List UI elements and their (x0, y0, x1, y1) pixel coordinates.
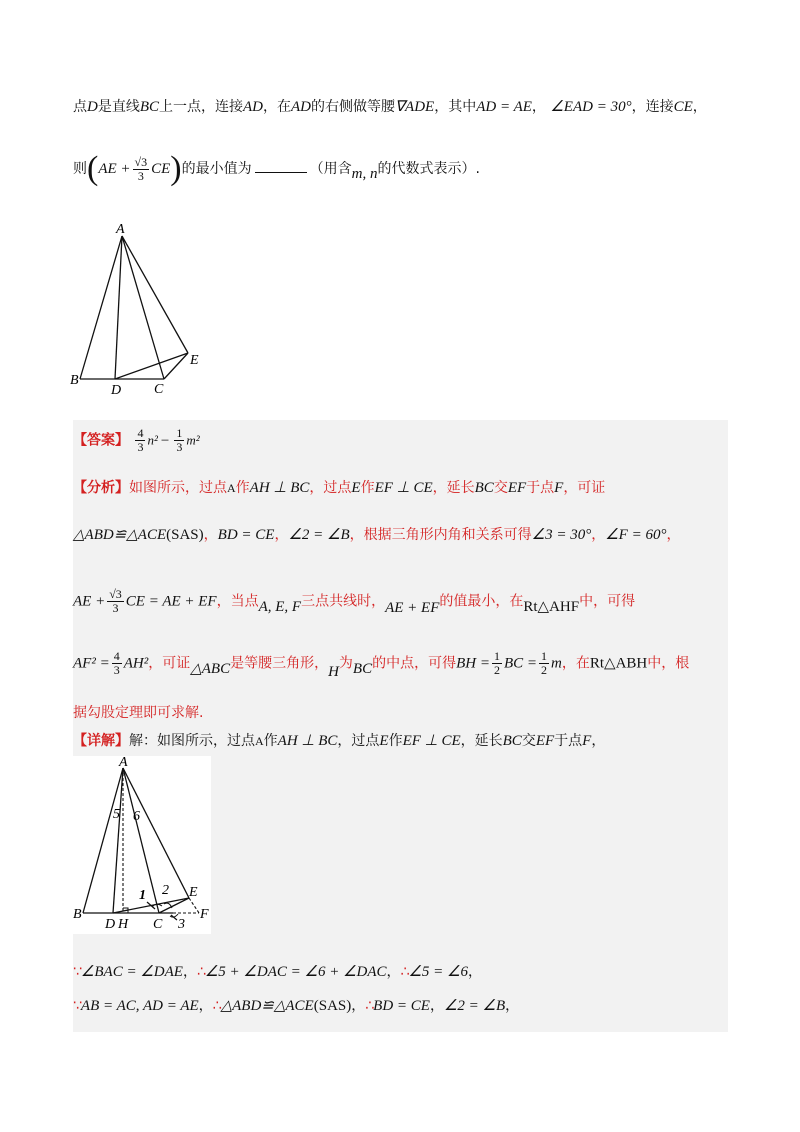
math: m, n (351, 166, 378, 182)
denominator: 3 (137, 168, 144, 183)
math: BD = CE (217, 527, 275, 543)
math: AE + (98, 161, 131, 177)
numerator: √3 (134, 154, 148, 169)
label-E: E (189, 885, 198, 900)
analysis-line-3 (73, 588, 635, 615)
text: ， (591, 527, 606, 543)
numerator: 4 (137, 426, 144, 440)
label-A: A (116, 222, 125, 237)
math: ∠3 = 30° (531, 527, 592, 543)
math: ∠5 = ∠6 (408, 964, 468, 980)
denominator: 3 (113, 663, 120, 677)
math: A (227, 481, 236, 495)
numerator: 4 (113, 649, 120, 663)
label-A: A (119, 756, 128, 770)
label-D: D (111, 383, 122, 398)
text: ，可证 (148, 655, 191, 672)
detail-tag: 【详解】 (73, 733, 129, 749)
text: ，当点 (216, 593, 259, 610)
fraction (135, 427, 145, 454)
math: H (328, 663, 339, 680)
math: ∠2 = ∠B (443, 998, 506, 1014)
math: Rt△ABH (589, 655, 648, 672)
text: 的最小值为 (181, 161, 252, 177)
text: ，延长 (432, 480, 475, 496)
math: △ABD≌△ACE (73, 527, 167, 543)
because-symbol: ∵ (73, 964, 81, 980)
text: 交 (521, 733, 536, 749)
angle-label-6: 6 (133, 809, 140, 824)
problem-line-2 (73, 152, 480, 186)
text: 据勾股定理即可求解. (73, 705, 204, 721)
text: 作 (235, 480, 250, 496)
angle-label-2: 2 (162, 883, 169, 898)
math: BC (502, 733, 522, 749)
math: AF² = (73, 655, 110, 672)
fraction (174, 427, 184, 454)
text: 于点 (526, 480, 555, 496)
math: E (379, 733, 389, 749)
math: A, E, F (258, 598, 302, 615)
denominator: 3 (112, 601, 119, 615)
problem-figure (68, 218, 208, 398)
math: D (87, 99, 98, 115)
math: Rt△AHF (523, 598, 580, 615)
text: ， (531, 99, 546, 115)
label-B: B (70, 373, 79, 388)
text: 则 (73, 161, 87, 177)
text: ，在 (263, 99, 292, 115)
math: EF ⊥ CE (402, 733, 461, 749)
math: BC (474, 480, 494, 496)
text: ，延长 (460, 733, 503, 749)
math: △ABC (190, 660, 231, 677)
numerator: 1 (493, 649, 500, 663)
math: AD (243, 99, 264, 115)
text: ，过点 (309, 480, 352, 496)
text: 三点共线时， (301, 593, 386, 610)
math: ∠2 = ∠B (288, 527, 350, 543)
text: ，根据三角形内角和关系可得 (349, 527, 532, 543)
math: BD = CE (373, 998, 430, 1014)
detail-line-1 (73, 730, 605, 750)
answer-line (73, 427, 200, 454)
text: ， (591, 733, 606, 749)
math: A (255, 734, 264, 748)
math: E (351, 480, 361, 496)
angle-label-3: 3 (178, 917, 185, 932)
therefore-symbol: ∴ (400, 964, 409, 980)
text: 的值最小，在 (439, 593, 524, 610)
text: 作 (388, 733, 403, 749)
label-C: C (154, 382, 164, 397)
text: 作 (360, 480, 375, 496)
math: BC (352, 660, 373, 677)
answer-tag: 【答案】 (73, 432, 129, 449)
math: AB = AC, AD = AE (80, 998, 199, 1014)
paren-left: ( (87, 150, 99, 187)
text: ， (386, 964, 401, 980)
text: 的右侧做等腰 (311, 99, 396, 115)
angle-label-5: 5 (113, 807, 120, 822)
numerator: √3 (109, 587, 122, 601)
label-H: H (118, 917, 129, 932)
text: ， (467, 964, 482, 980)
text: ，连接 (631, 99, 674, 115)
fraction (107, 588, 124, 615)
problem-line-1 (73, 96, 707, 116)
numerator: 1 (541, 649, 548, 663)
text: 点 (73, 99, 87, 115)
denominator: 3 (176, 440, 183, 454)
therefore-symbol: ∴ (196, 964, 205, 980)
text: 为 (338, 655, 353, 672)
analysis-line-5 (73, 702, 203, 722)
math: ∠F = 60° (605, 527, 667, 543)
math: (SAS) (166, 527, 204, 543)
fraction (492, 650, 502, 677)
denominator: 2 (493, 663, 500, 677)
math: △ABD≌△ACE (220, 998, 314, 1014)
math: EF (507, 480, 527, 496)
math: (SAS) (313, 998, 352, 1014)
line-AC (122, 236, 164, 379)
math: CE (151, 161, 171, 177)
therefore-symbol: ∴ (365, 998, 374, 1014)
solution-box (73, 420, 728, 1032)
text: 交 (493, 480, 508, 496)
label-B: B (73, 907, 82, 922)
math: n² (147, 432, 158, 448)
text: 解：如图所示，过点 (129, 733, 255, 749)
math: AE + EF (385, 599, 440, 616)
text: 中，根 (647, 655, 690, 672)
fraction (133, 156, 150, 183)
text: ， (429, 998, 444, 1014)
line-DE (115, 353, 188, 379)
text: ， (182, 964, 197, 980)
analysis-line-4 (73, 649, 690, 680)
math: ∇ADE (395, 99, 435, 115)
label-E: E (190, 353, 199, 368)
text: 的代数式表示）. (377, 161, 480, 177)
text: 是直线 (97, 99, 140, 115)
text: ， (198, 998, 213, 1014)
text: 是等腰三角形， (230, 655, 329, 672)
text: 作 (263, 733, 278, 749)
answer-blank[interactable] (255, 158, 307, 173)
math: ∠BAC = ∠DAE (80, 964, 183, 980)
math: CE = AE + EF (125, 593, 217, 610)
text: 中，可得 (579, 593, 636, 610)
angle-label-1: 1 (139, 888, 146, 903)
denominator: 3 (137, 440, 144, 454)
text: 的中点，可得 (372, 655, 457, 672)
text: ， (274, 527, 289, 543)
math: AE + (73, 593, 106, 610)
analysis-line-1 (73, 477, 605, 497)
because-symbol: ∵ (73, 998, 81, 1014)
math: BC = (503, 655, 538, 672)
text: 上一点，连接 (159, 99, 244, 115)
math: CE (673, 99, 693, 115)
label-F: F (200, 907, 209, 922)
line-AE (122, 236, 188, 353)
text: ， (203, 527, 218, 543)
denominator: 2 (541, 663, 548, 677)
detail-line-3 (73, 995, 519, 1015)
text: ， (666, 527, 681, 543)
math: BC (139, 99, 160, 115)
text: ，其中 (434, 99, 477, 115)
fraction (539, 650, 549, 677)
detail-line-2 (73, 961, 482, 981)
text: ， (692, 99, 707, 115)
math: ∠EAD = 30° (550, 99, 632, 115)
detail-figure (73, 756, 211, 934)
math: F (582, 733, 592, 749)
math: AH² (123, 655, 149, 672)
math: BH = (456, 655, 490, 672)
fraction (112, 650, 122, 677)
math: m² (186, 432, 200, 448)
math: ∠5 + ∠DAC = ∠6 + ∠DAC (204, 964, 387, 980)
text: ， (505, 998, 520, 1014)
text: ，可证 (563, 480, 606, 496)
label-D: D (105, 917, 116, 932)
text: 如图所示，过点 (129, 480, 227, 496)
math: EF (535, 733, 555, 749)
text: ，在 (561, 655, 590, 672)
math: m (551, 655, 562, 672)
text: （用含 (309, 161, 352, 177)
text: ， (351, 998, 366, 1014)
text: ，过点 (337, 733, 380, 749)
math: EF ⊥ CE (374, 480, 433, 496)
numerator: 1 (176, 426, 183, 440)
math: − (160, 432, 170, 449)
analysis-tag: 【分析】 (73, 480, 129, 496)
math: AD (291, 99, 312, 115)
analysis-line-2 (73, 524, 680, 544)
therefore-symbol: ∴ (212, 998, 221, 1014)
text: 于点 (554, 733, 583, 749)
math: AD = AE (476, 99, 532, 115)
math: F (554, 480, 564, 496)
math: AH ⊥ BC (277, 733, 338, 749)
math: AH ⊥ BC (249, 480, 310, 496)
label-C: C (153, 917, 163, 932)
paren-right: ) (170, 150, 182, 187)
